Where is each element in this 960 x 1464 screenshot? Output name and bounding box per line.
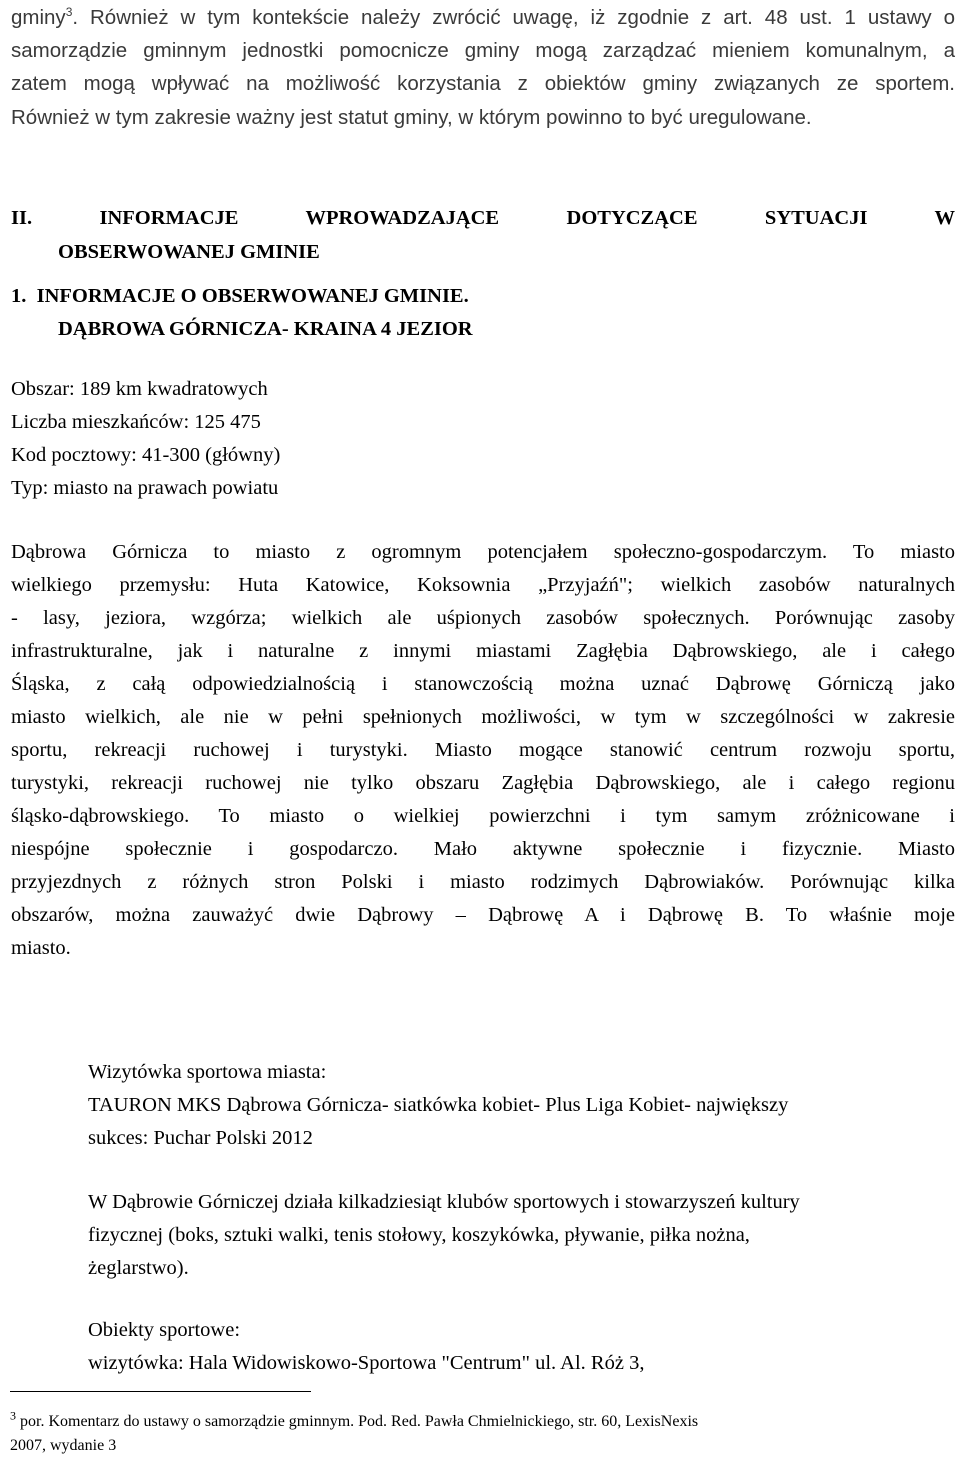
footnote-ref[interactable]: 3: [65, 5, 73, 20]
description-line: miasto.: [11, 937, 71, 959]
description-line: infrastrukturalne, jak i naturalne z innymi miastami Zagłębia Dąbrowskiego, ale i całego: [11, 640, 955, 662]
section-heading: II. INFORMACJE WPROWADZAJĄCE DOTYCZĄCE SYTUACJI W: [11, 207, 955, 229]
fact-postal-code: Kod pocztowy: 41-300 (główny): [11, 444, 281, 466]
description-line: Dąbrowa Górnicza to miasto z ogromnym potencjałem społeczno-gospodarczym. To miasto: [11, 541, 955, 563]
description-line: miasto wielkich, ale nie w pełni spełnionych możliwości, w tym w szczególności w zakresie: [11, 706, 955, 728]
clubs-line: W Dąbrowie Górniczej działa kilkadziesiąt klubów sportowych i stowarzyszeń kultury: [88, 1191, 800, 1213]
description-line: niespójne społecznie i gospodarczo. Mało aktywne społecznie i fizycznie. Miasto: [11, 838, 955, 860]
fact-area: Obszar: 189 km kwadratowych: [11, 378, 268, 400]
footnote-marker: 3: [10, 1408, 16, 1423]
footnote-separator: [10, 1391, 311, 1392]
footnote-text: por. Komentarz do ustawy o samorządzie gminnym. Pod. Red. Pawła Chmielnickiego, str. 60, LexisNexis: [16, 1413, 699, 1430]
sports-card-title: Wizytówka sportowa miasta:: [88, 1061, 327, 1083]
clubs-line: fizycznej (boks, sztuki walki, tenis stołowy, koszykówka, pływanie, piłka nożna,: [88, 1224, 750, 1246]
description-line: przyjezdnych z różnych stron Polski i miasto rodzimych Dąbrowiaków. Porównując kilka: [11, 871, 955, 893]
footnote: [10, 1408, 699, 1432]
subsection-heading: 1. INFORMACJE O OBSERWOWANEJ GMINIE.: [11, 285, 469, 307]
description-line: obszarów, można zauważyć dwie Dąbrowy – Dąbrowę A i Dąbrowę B. To właśnie moje: [11, 904, 955, 926]
description-line: wielkiego przemysłu: Huta Katowice, Koksownia „Przyjaźń"; wielkich zasobów naturalnych: [11, 574, 955, 596]
description-line: sportu, rekreacji ruchowej i turystyki. Miasto mogące stanowić centrum rozwoju sportu,: [11, 739, 955, 761]
intro-line-3: zatem mogą wpływać na możliwość korzystania z obiektów gminy związanych ze sportem.: [11, 72, 955, 95]
clubs-line: żeglarstwo).: [88, 1257, 189, 1279]
description-line: Śląska, z całą odpowiedzialnością i stanowczością można uznać Dąbrowę Górniczą jako: [11, 673, 955, 695]
intro-line-2: samorządzie gminnym jednostki pomocnicze gminy mogą zarządzać mieniem komunalnym, a: [11, 39, 955, 62]
description-line: - lasy, jeziora, wzgórza; wielkich ale uśpionych zasobów społecznych. Porównując zasoby: [11, 607, 955, 629]
footnote-cont: 2007, wydanie 3: [10, 1437, 117, 1454]
intro-line-1: [11, 6, 955, 30]
city-heading: DĄBROWA GÓRNICZA- KRAINA 4 JEZIOR: [58, 318, 473, 340]
sports-card-line: TAURON MKS Dąbrowa Górnicza- siatkówka kobiet- Plus Liga Kobiet- największy: [88, 1094, 789, 1116]
description-line: śląsko-dąbrowskiego. To miasto o wielkiej powierzchni i tym samym zróżnicowane i: [11, 805, 955, 827]
fact-type: Typ: miasto na prawach powiatu: [11, 477, 279, 499]
intro-line-4: Również w tym zakresie ważny jest statut gminy, w którym powinno to być uregulowane.: [11, 106, 812, 129]
section-heading-cont: OBSERWOWANEJ GMINIE: [58, 241, 320, 263]
sports-card-line: sukces: Puchar Polski 2012: [88, 1127, 313, 1149]
intro-text: gminy: [11, 6, 66, 29]
facilities-line: wizytówka: Hala Widowiskowo-Sportowa "Centrum" ul. Al. Róż 3,: [88, 1352, 645, 1374]
facilities-title: Obiekty sportowe:: [88, 1319, 241, 1341]
intro-text: . Również w tym kontekście należy zwrócić uwagę, iż zgodnie z art. 48 ust. 1 ustawy o: [72, 6, 955, 29]
fact-population: Liczba mieszkańców: 125 475: [11, 411, 261, 433]
description-line: turystyki, rekreacji ruchowej nie tylko obszaru Zagłębia Dąbrowskiego, ale i całego regionu: [11, 772, 955, 794]
